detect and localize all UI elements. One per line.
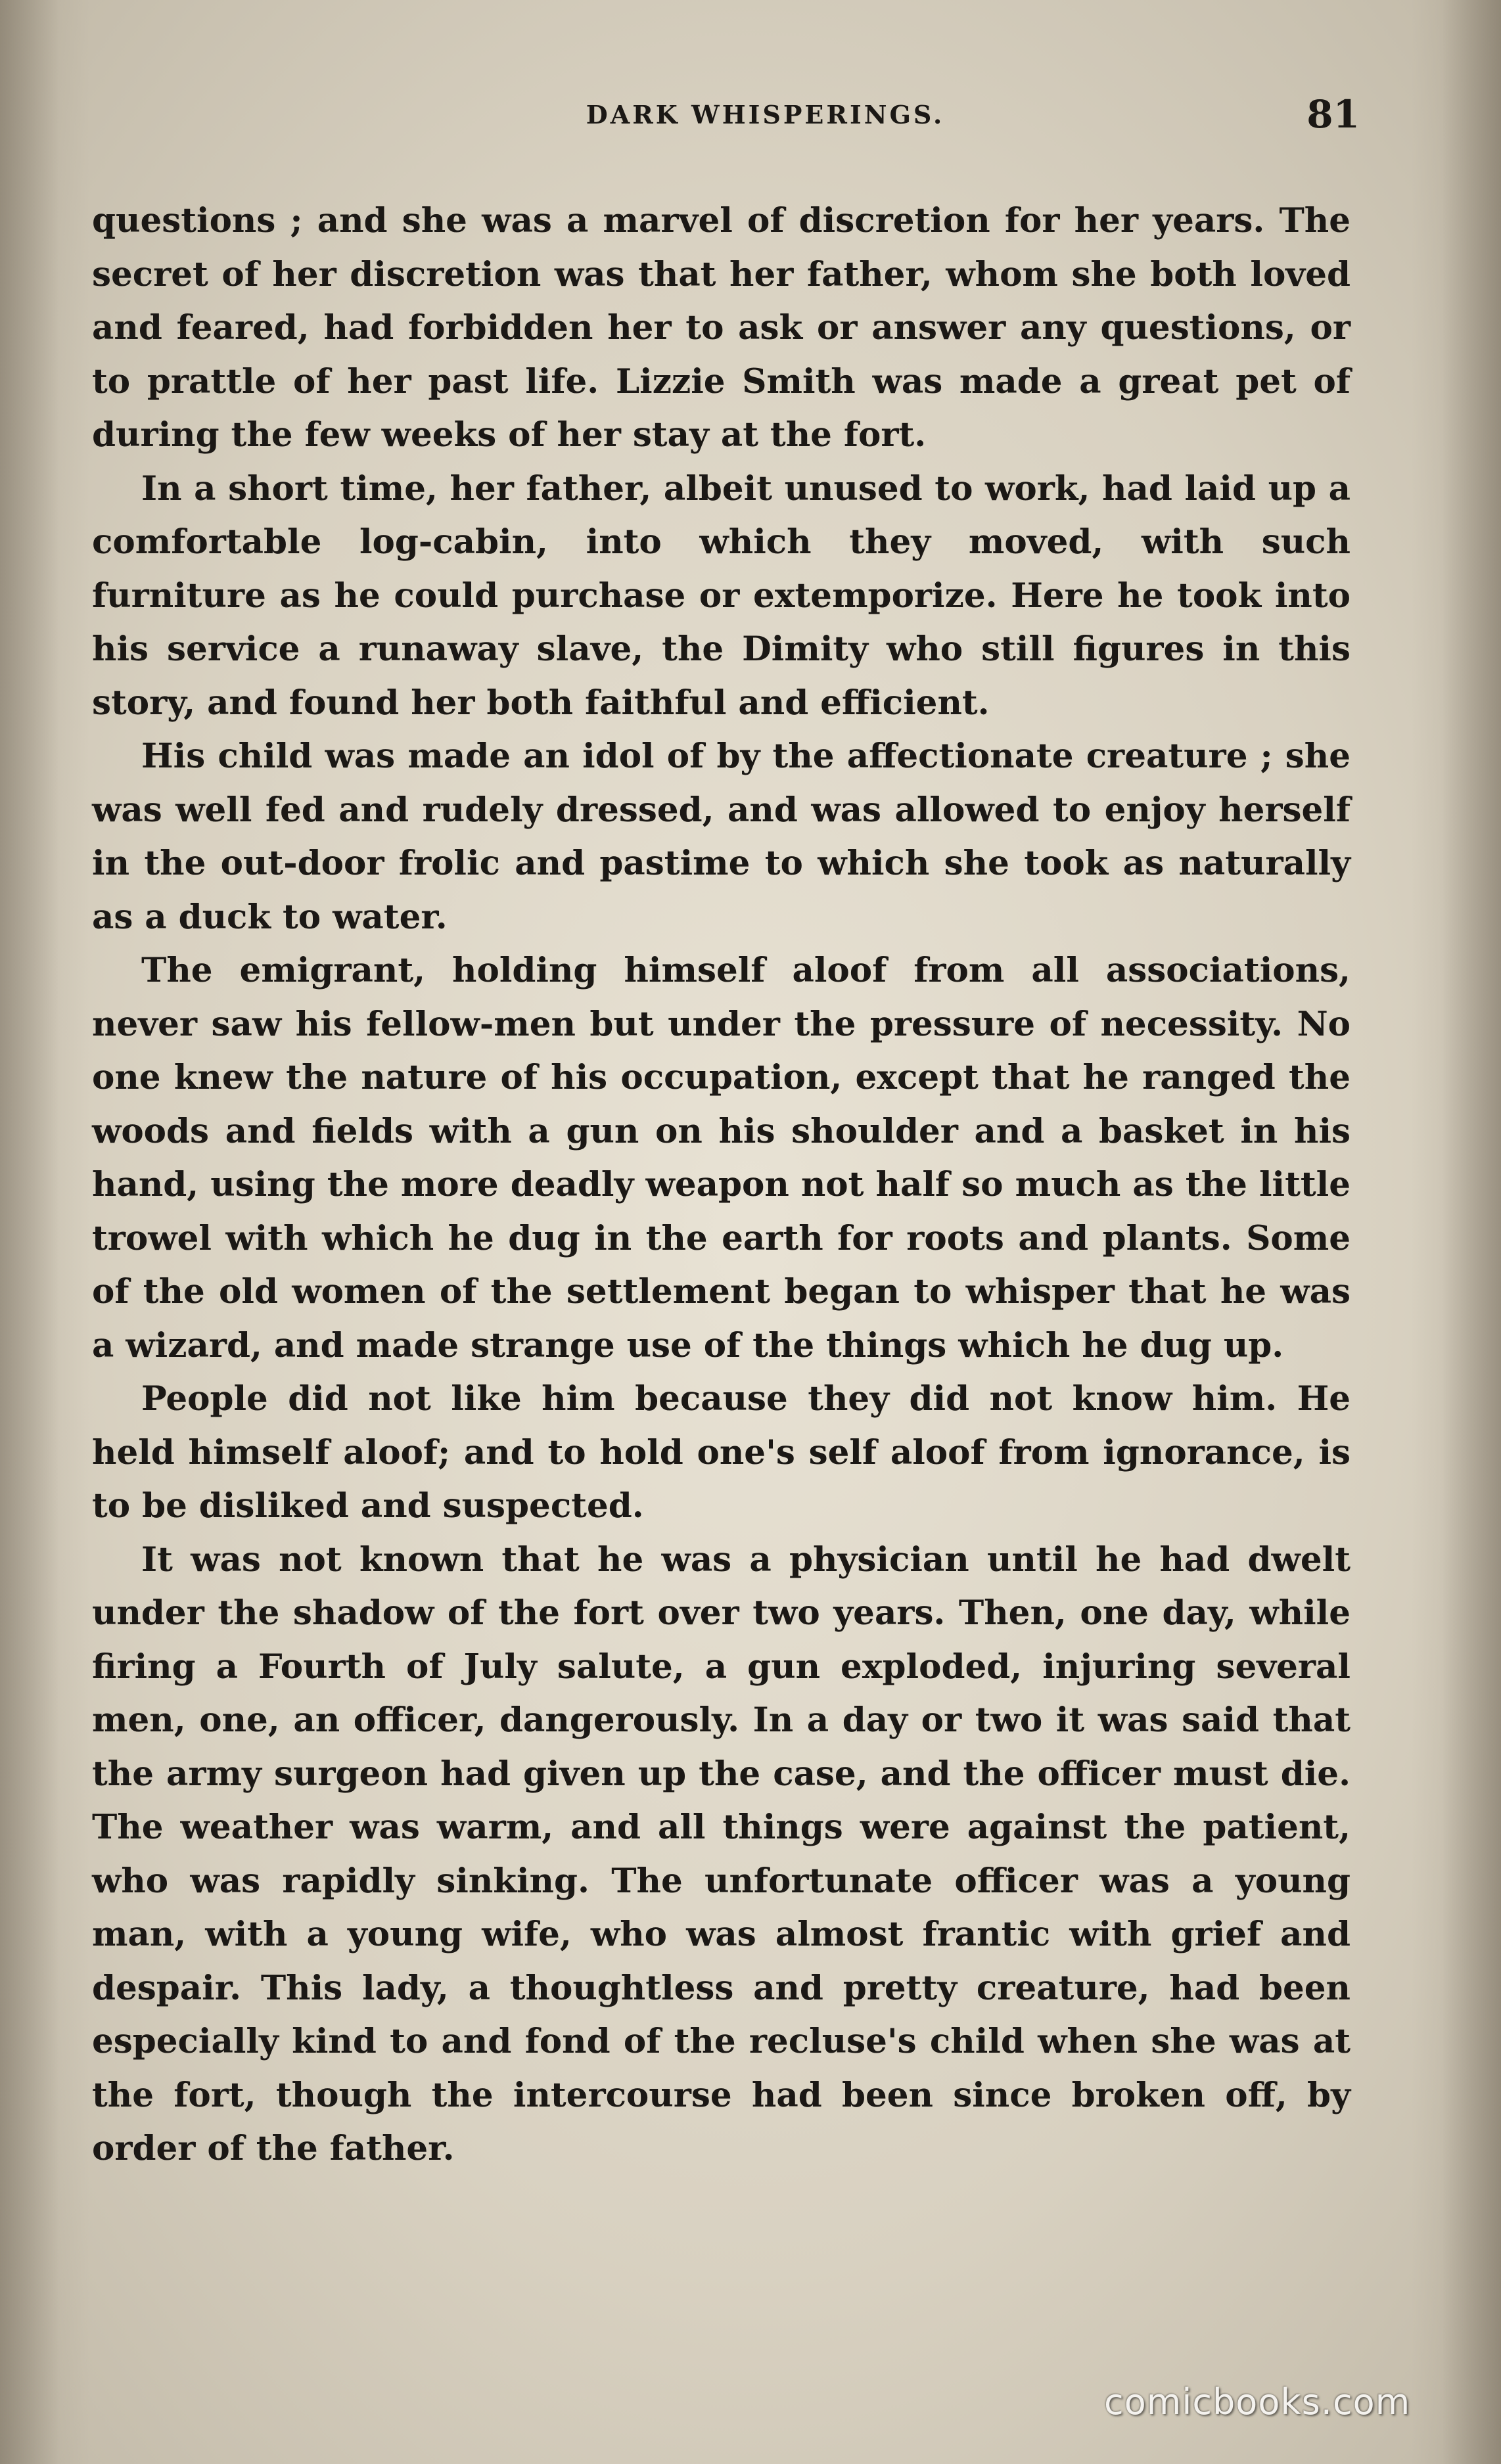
paragraph-6: It was not known that he was a physician until he had dwelt under the shadow of the fort over two years. Then, one day, while firing a Fourth of July salute, a gun exploded, injuring several men, one, an officer, dangerously. In a day or two it was said that the army surgeon had given up the case, and the officer must die. The weather was warm, and all things were against the patient, who was rapidly sinking. The unfortunate officer was a young man, with a young wife, who was almost frantic with grief and despair. This lady, a thoughtless and pretty creature, had been especially kind to and fond of the recluse's child when she was at the fort, though the intercourse had been since broken off, by order of the father. [92, 1540, 1351, 2168]
paragraph-1: questions ; and she was a marvel of discretion for her years. The secret of her discretion was that her father, whom she both loved and feared, had forbidden her to ask or answer any questions, or to prattle of her past life. Lizzie Smith was made a great pet of during the few weeks of her stay at the fort. [92, 201, 1351, 455]
paragraph-5: People did not like him because they did not know him. He held himself aloof; and to hold one's self aloof from ignorance, is to be disliked and suspected. [92, 1379, 1351, 1526]
page-left-shadow [0, 0, 59, 2464]
site-watermark: comicbooks.com [1104, 2381, 1411, 2423]
paragraph-2: In a short time, her father, albeit unused to work, had laid up a comfortable log-cabin, into which they moved, with such furniture as he could purchase or extemporize. Here he took into his service a runaway slave, the Dimity who still figures in this story, and found her both faithful and efficient. [92, 468, 1351, 723]
body-text [92, 194, 1351, 2176]
paragraph-3: His child was made an idol of by the affectionate creature ; she was well fed and rudely dressed, and was allowed to enjoy herself in the out-door frolic and pastime to which she took as naturally as a duck to water. [92, 737, 1351, 937]
page-number: 81 [1306, 92, 1360, 137]
paragraph-4: The emigrant, holding himself aloof from all associations, never saw his fellow-men but under the pressure of necessity. No one knew the nature of his occupation, except that he ranged the woods and fields with a gun on his shoulder and a basket in his hand, using the more deadly weapon not half so much as the little trowel with which he dug in the earth for roots and plants. Some of the old women of the settlement began to whisper that he was a wizard, and made strange use of the things which he dug up. [92, 951, 1351, 1365]
page-right-shadow [1442, 0, 1501, 2464]
page-header [92, 92, 1360, 145]
running-title: DARK WHISPERINGS. [586, 100, 945, 129]
